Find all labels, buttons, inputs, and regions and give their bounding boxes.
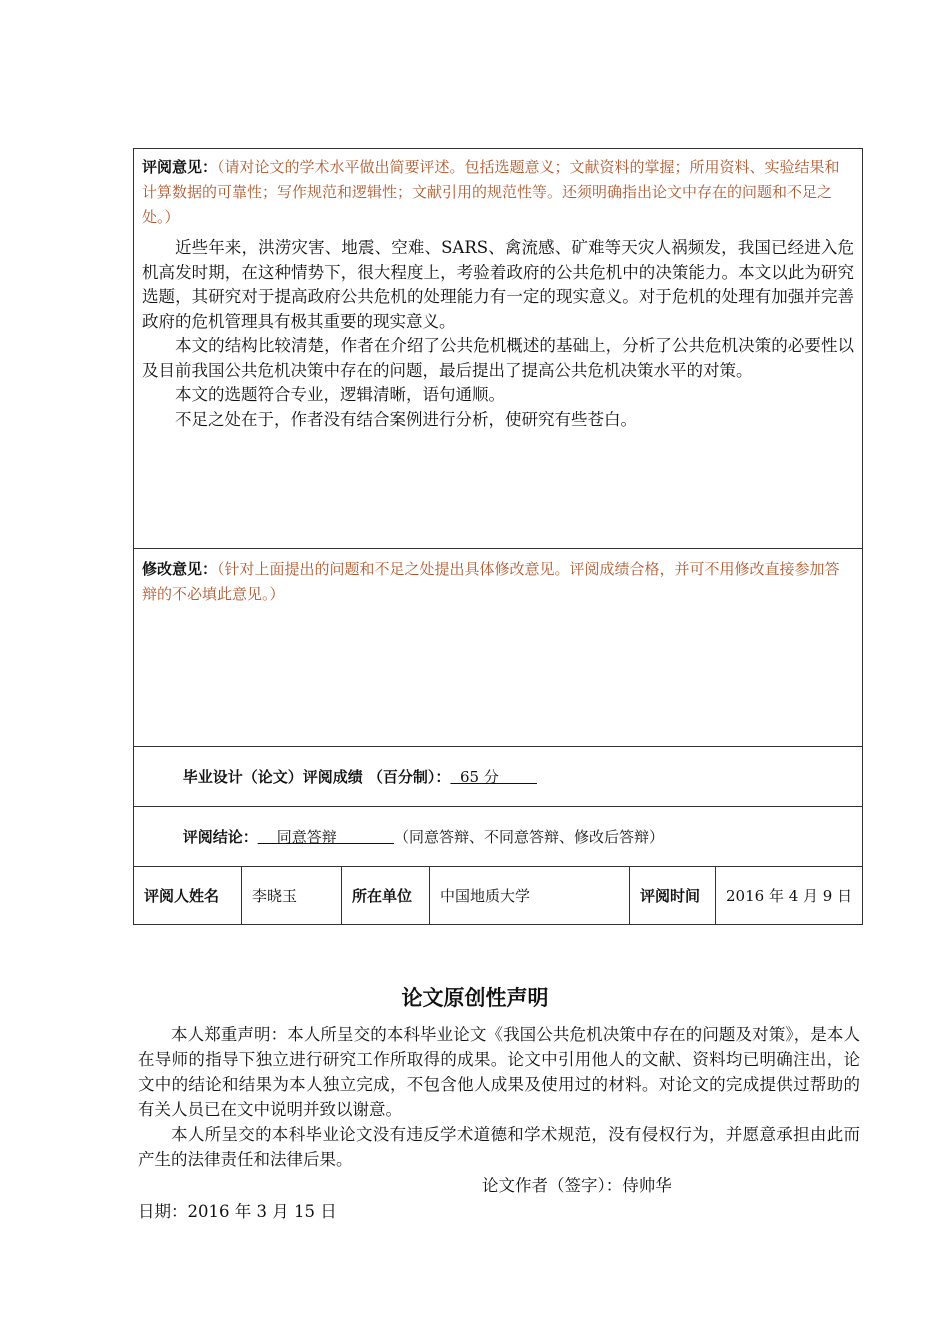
review-comment-paragraph: 近些年来，洪涝灾害、地震、空难、SARS、禽流感、矿难等天灾人祸频发，我国已经进入危机高发时期，在这种情势下，很大程度上，考验着政府的公共危机中的决策能力。本文以此为研究选题，其研究对于提高政府公共危机的处理能力有一定的现实意义。对于危机的处理有加强并完善政府的危机管理具有极其重要的现实意义。 [142, 238, 855, 331]
declaration-title: 论文原创性声明 [401, 986, 549, 1010]
unit-label: 所在单位 [342, 867, 430, 925]
reviewer-name-label: 评阅人姓名 [134, 867, 242, 925]
review-form-table [133, 148, 863, 925]
revision-row [134, 549, 863, 747]
author-signature: 论文作者（签字）：侍帅华 [482, 1176, 672, 1195]
review-comment-paragraph: 不足之处在于，作者没有结合案例进行分析，使研究有些苍白。 [175, 409, 637, 429]
review-comment-row [134, 149, 863, 549]
declaration-paragraph: 本人所呈交的本科毕业论文没有违反学术道德和学术规范，没有侵权行为，并愿意承担由此而产生的法律责任和法律后果。 [138, 1125, 860, 1169]
revision-cell [134, 549, 863, 747]
review-comment-header [142, 155, 854, 230]
declaration-paragraph: 本人郑重声明：本人所呈交的本科毕业论文《我国公共危机决策中存在的问题及对策》，是本人在导师的指导下独立进行研究工作所取得的成果。论文中引用他人的文献、资料均已明确注出，论文中的结论和结果为本人独立完成，不包含他人成果及使用过的材料。对论文的完成提供过帮助的有关人员已在文中说明并致以谢意。 [138, 1025, 860, 1119]
revision-hint: （针对上面提出的问题和不足之处提出具体修改意见。评阅成绩合格，并可不用修改直接参加答辩的不必填此意见。） [142, 560, 840, 603]
revision-header [142, 557, 854, 607]
score-cell [134, 747, 863, 807]
conclusion-value: 同意答辩 [257, 828, 394, 846]
declaration-date: 日期：2016 年 3 月 15 日 [138, 1202, 337, 1221]
review-comment-hint: （请对论文的学术水平做出简要评述。包括选题意义；文献资料的掌握；所用资料、实验结果和计算数据的可靠性；写作规范和逻辑性；文献引用的规范性等。还须明确指出论文中存在的问题和不足之处。） [142, 158, 840, 226]
conclusion-options: （同意答辩、不同意答辩、修改后答辩） [394, 828, 665, 846]
score-label: 毕业设计（论文）评阅成绩 （百分制）： [182, 768, 451, 786]
conclusion-cell [134, 807, 863, 867]
review-comment-cell [134, 149, 863, 549]
review-comment-paragraph: 本文的结构比较清楚，作者在介绍了公共危机概述的基础上，分析了公共危机决策的必要性以及目前我国公共危机决策中存在的问题，最后提出了提高公共危机决策水平的对策。 [142, 336, 855, 380]
reviewer-name: 李晓玉 [242, 867, 342, 925]
review-time-label: 评阅时间 [630, 867, 716, 925]
score-value: 65 分 [450, 768, 537, 786]
reviewer-info-row [134, 867, 863, 925]
revision-label: 修改意见： [142, 560, 218, 578]
conclusion-row [134, 807, 863, 867]
review-comment-label: 评阅意见： [142, 158, 218, 176]
score-row [134, 747, 863, 807]
conclusion-label: 评阅结论： [182, 828, 258, 846]
unit-value: 中国地质大学 [430, 867, 630, 925]
review-comment-paragraph: 本文的选题符合专业，逻辑清晰，语句通顺。 [175, 385, 505, 404]
declaration-body [138, 1022, 860, 1172]
review-time-value: 2016 年 4 月 9 日 [716, 867, 863, 925]
